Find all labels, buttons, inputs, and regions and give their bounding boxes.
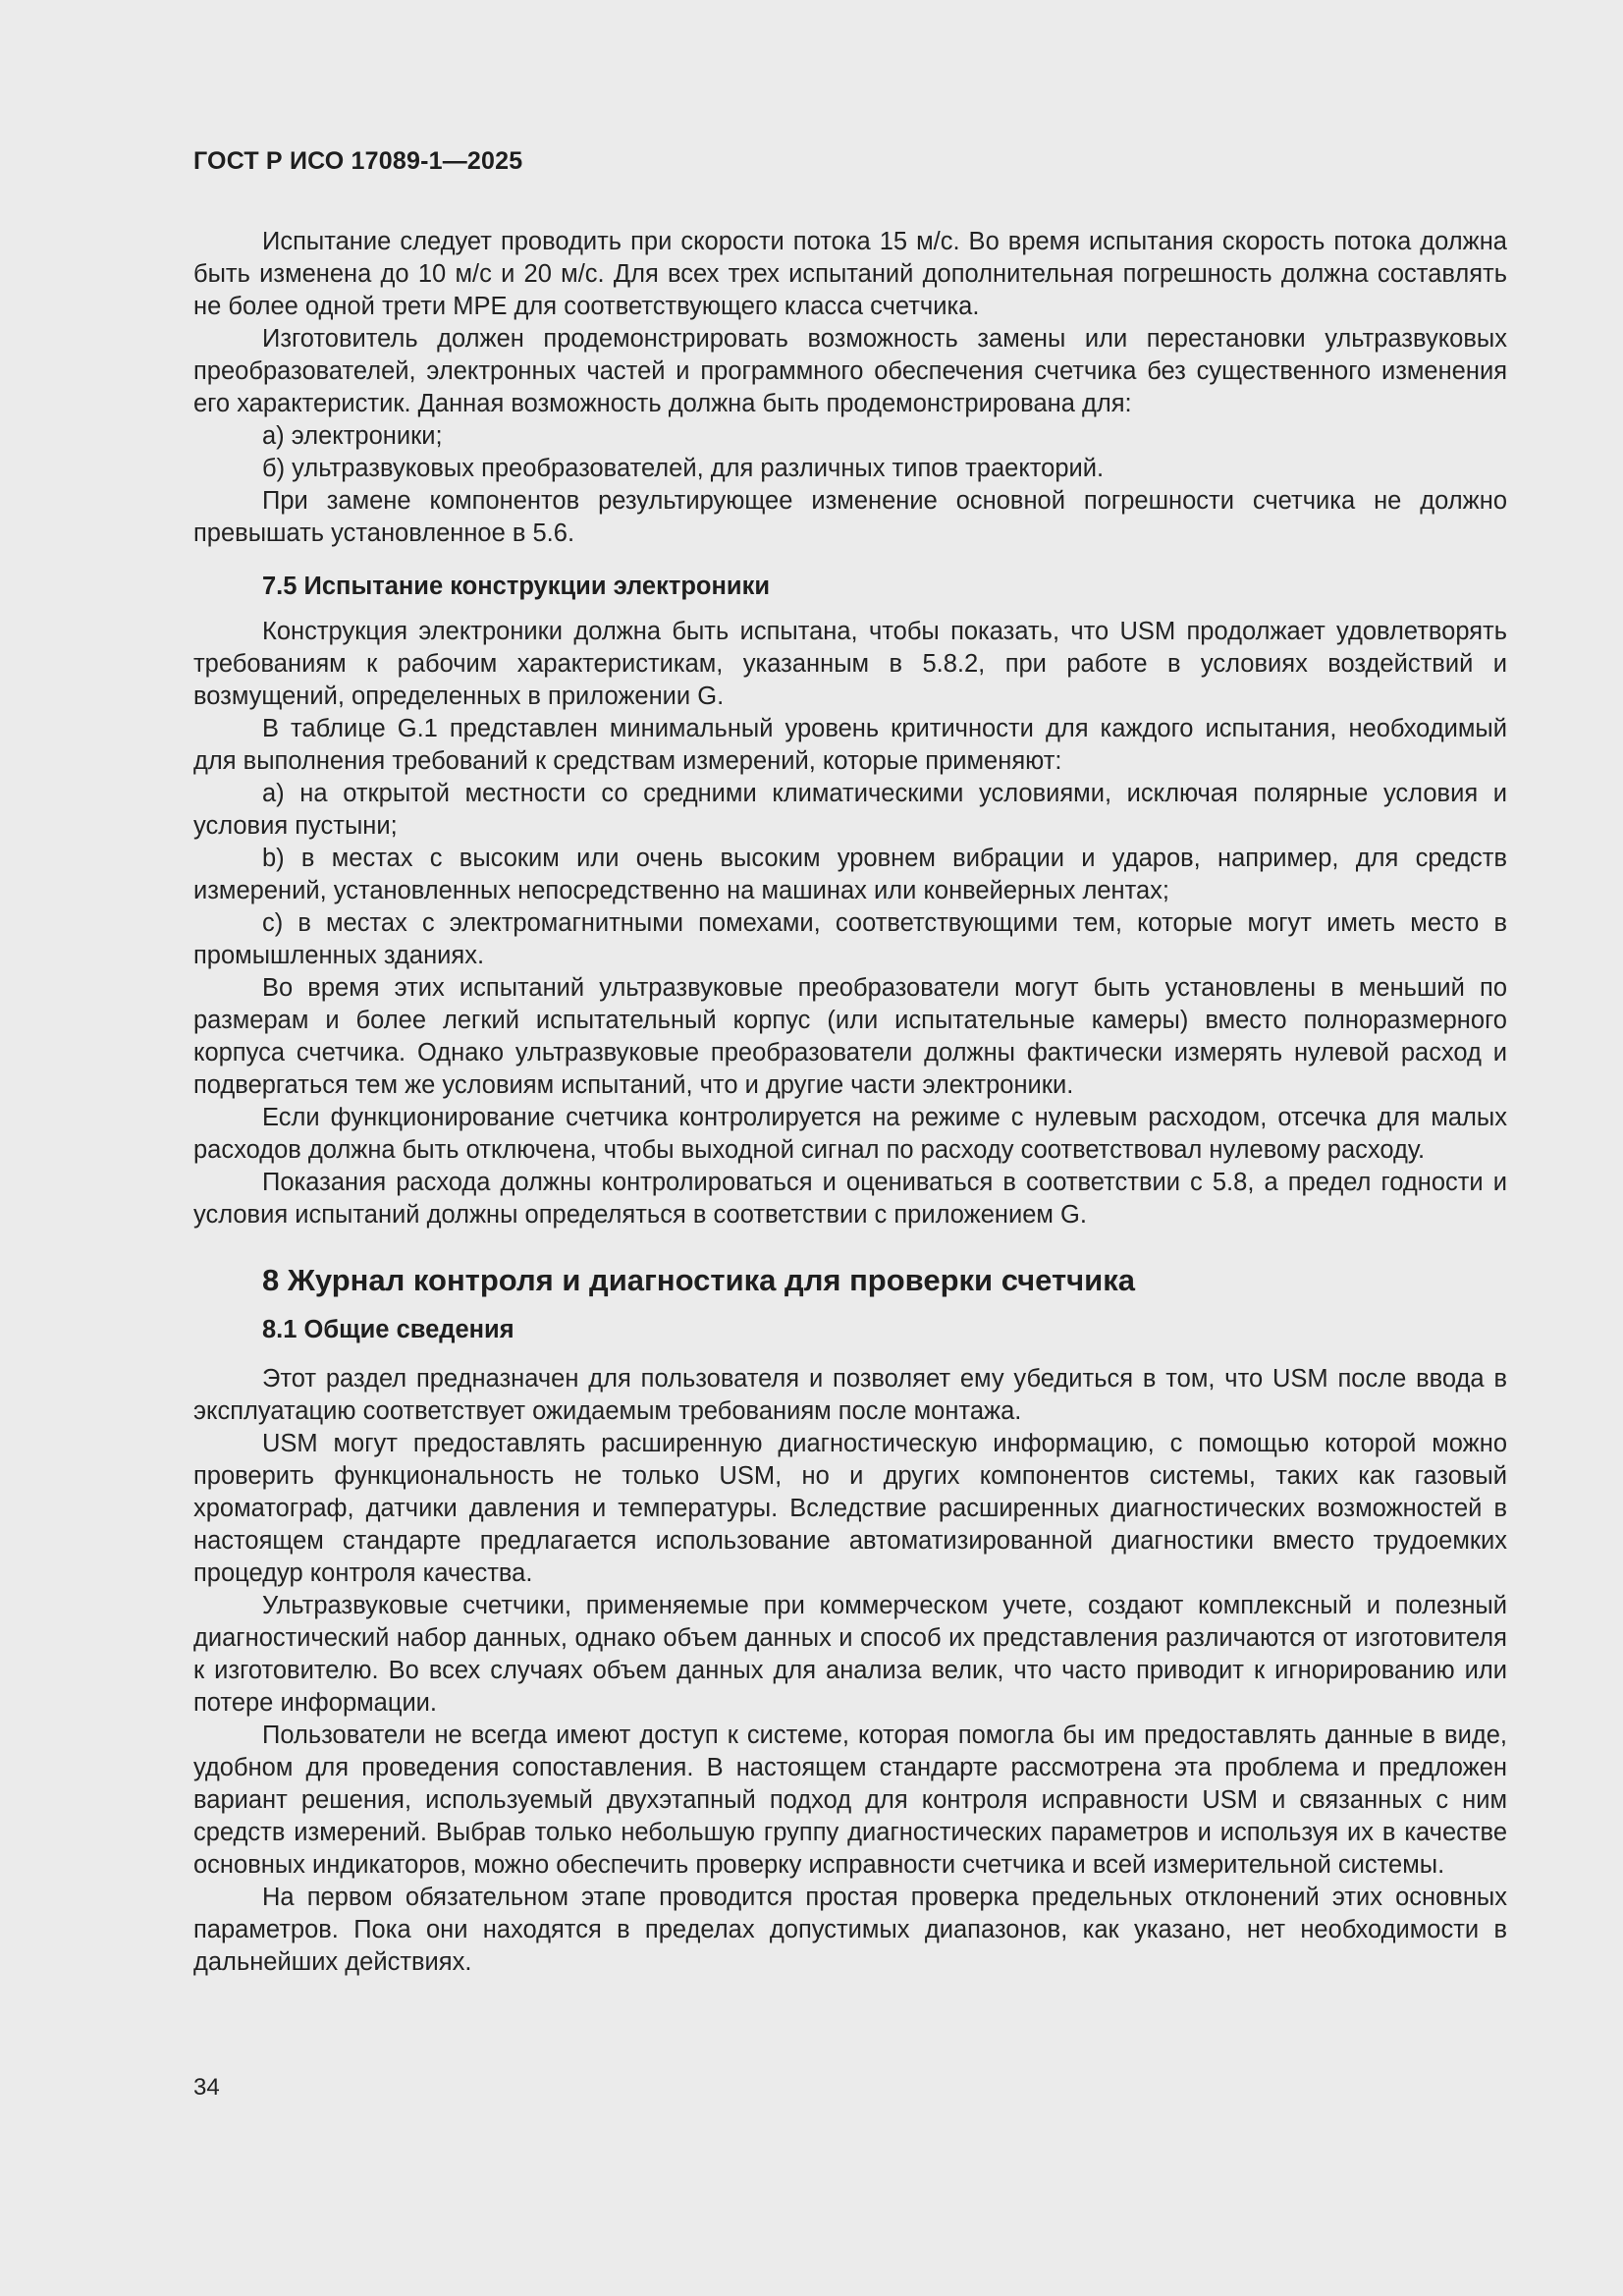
section-heading-8-1: 8.1 Общие сведения [262,1316,514,1343]
page-content [193,226,1507,1979]
paragraph: Конструкция электроники должна быть испытана, чтобы показать, что USM продолжает удовлетворять требованиям к рабочим характеристикам, указанным в 5.8.2, при работе в условиях воздействий и возмущений, определенных в приложении G. [193,618,1507,710]
paragraph: На первом обязательном этапе проводится простая проверка предельных отклонений этих основных параметров. Пока они находятся в пределах допустимых диапазонов, как указано, нет необходимости в дальнейших действиях. [193,1884,1507,1976]
list-item: б) ультразвуковых преобразователей, для различных типов траекторий. [262,455,1105,482]
paragraph: Пользователи не всегда имеют доступ к системе, которая помогла бы им предоставлять данные в виде, удобном для проведения сопоставления. В настоящем стандарте рассмотрена эта проблема и предложен вариант решения, используемый двухэтапный подход для контроля исправности USM и связанных с ним средств измерений. Выбрав только небольшую группу диагностических параметров и используя их в качестве основных индикаторов, можно обеспечить проверку исправности счетчика и всей измерительной системы. [193,1722,1507,1879]
paragraph: Во время этих испытаний ультразвуковые преобразователи могут быть установлены в меньший по размерам и более легкий испытательный корпус (или испытательные камеры) вместо полноразмерного корпуса счетчика. Однако ультразвуковые преобразователи должны фактически измерять нулевой расход и подвергаться тем же условиям испытаний, что и другие части электроники. [193,974,1507,1099]
paragraph: Ультразвуковые счетчики, применяемые при коммерческом учете, создают комплексный и полезный диагностический набор данных, однако объем данных и способ их представления различаются от изготовителя к изготовителю. Во всех случаях объем данных для анализа велик, что часто приводит к игнорированию или потере информации. [193,1592,1507,1717]
section-heading-8: 8 Журнал контроля и диагностика для проверки счетчика [262,1263,1135,1297]
paragraph: Этот раздел предназначен для пользователя и позволяет ему убедиться в том, что USM после ввода в эксплуатацию соответствует ожидаемым требованиям после монтажа. [193,1365,1507,1425]
page-number: 34 [193,2074,220,2101]
section-heading-7-5: 7.5 Испытание конструкции электроники [262,573,771,600]
paragraph: Изготовитель должен продемонстрировать возможность замены или перестановки ультразвуковых преобразователей, электронных частей и программного обеспечения счетчика без существенного изменения его характеристик. Данная возможность должна быть продемонстрирована для: [193,325,1507,417]
list-item: а) электроники; [262,422,443,450]
paragraph: При замене компонентов результирующее изменение основной погрешности счетчика не должно превышать установленное в 5.6. [193,487,1507,547]
paragraph: USM могут предоставлять расширенную диагностическую информацию, с помощью которой можно проверить функциональность не только USM, но и других компонентов системы, таких как газовый хроматограф, датчики давления и температуры. Вследствие расширенных диагностических возможностей в настоящем стандарте предлагается использование автоматизированной диагностики вместо трудоемких процедур контроля качества. [193,1430,1507,1587]
list-item: a) на открытой местности со средними климатическими условиями, исключая полярные условия и условия пустыни; [193,780,1507,840]
document-header: ГОСТ Р ИСО 17089-1—2025 [193,147,523,175]
list-item: b) в местах с высоким или очень высоким уровнем вибрации и ударов, например, для средств измерений, установленных непосредственно на машинах или конвейерных лентах; [193,845,1507,904]
paragraph: Если функционирование счетчика контролируется на режиме с нулевым расходом, отсечка для малых расходов должна быть отключена, чтобы выходной сигнал по расходу соответствовал нулевому расходу. [193,1104,1507,1164]
list-item: c) в местах с электромагнитными помехами, соответствующими тем, которые могут иметь место в промышленных зданиях. [193,909,1507,969]
document-page [193,0,1507,2296]
paragraph: В таблице G.1 представлен минимальный уровень критичности для каждого испытания, необходимый для выполнения требований к средствам измерений, которые применяют: [193,715,1507,775]
paragraph: Испытание следует проводить при скорости потока 15 м/с. Во время испытания скорость потока должна быть изменена до 10 м/с и 20 м/с. Для всех трех испытаний дополнительная погрешность должна составлять не более одной трети МРЕ для соответствующего класса счетчика. [193,228,1507,320]
paragraph: Показания расхода должны контролироваться и оцениваться в соответствии с 5.8, а предел годности и условия испытаний должны определяться в соответствии с приложением G. [193,1169,1507,1229]
